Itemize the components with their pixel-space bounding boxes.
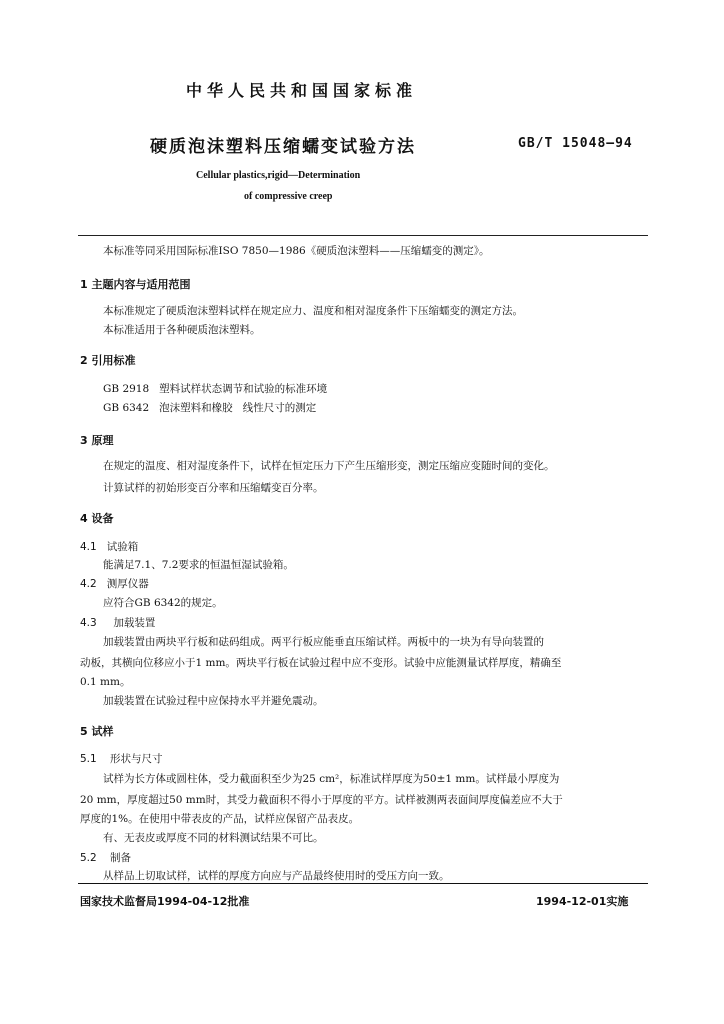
- subsection-5-1-line-3: 厚度的1%。在使用中带表皮的产品，试样应保留产品表皮。: [80, 813, 360, 825]
- subsection-4-3-heading: 4.3 加载装置: [80, 617, 156, 629]
- subsection-5-2-heading: 5.2 制备: [80, 852, 132, 864]
- subsection-4-2-text: 应符合GB 6342的规定。: [103, 597, 223, 609]
- subsection-4-3-line-4: 加载装置在试验过程中应保持水平并避免震动。: [103, 695, 324, 707]
- effective-date: 1994-12-01实施: [536, 895, 629, 908]
- subsection-5-2-text: 从样品上切取试样，试样的厚度方向应与产品最终使用时的受压方向一致。: [103, 870, 450, 882]
- section-4-heading: 4 设备: [80, 512, 114, 525]
- subsection-4-2-heading: 4.2 测厚仪器: [80, 578, 149, 590]
- standard-code: GB/T 15048—94: [518, 136, 633, 151]
- approval-date: 国家技术监督局1994-04-12批准: [80, 895, 250, 908]
- national-standard-heading: 中华人民共和国国家标准: [186, 81, 418, 100]
- section-3-paragraph-1: 在规定的温度、相对湿度条件下，试样在恒定压力下产生压缩形变，测定压缩应变随时间的变化。: [103, 460, 555, 472]
- subsection-4-1-heading: 4.1 试验箱: [80, 541, 139, 553]
- section-1-paragraph-2: 本标准适用于各种硬质泡沫塑料。: [103, 324, 261, 336]
- document-title-cn: 硬质泡沫塑料压缩蠕变试验方法: [150, 137, 416, 157]
- subsection-5-1-line-2: 20 mm，厚度超过50 mm时，其受力截面积不得小于厚度的平方。试样被测两表面间厚度偏差应不大于: [80, 794, 563, 806]
- section-3-heading: 3 原理: [80, 434, 114, 447]
- subsection-4-3-line-2: 动板，其横向位移应小于1 mm。两块平行板在试验过程中应不变形。试验中应能测量试样厚度，精确至: [80, 657, 562, 669]
- subsection-5-1-line-1: 试样为长方体或圆柱体，受力截面积至少为25 cm²，标准试样厚度为50±1 mm。试样最小厚度为: [103, 773, 560, 785]
- subsection-4-3-line-1: 加载装置由两块平行板和砝码组成。两平行板应能垂直压缩试样。两板中的一块为有导向装置的: [103, 636, 544, 648]
- intro-paragraph: 本标准等同采用国际标准ISO 7850—1986《硬质泡沫塑料——压缩蠕变的测定》。: [103, 245, 490, 257]
- subsection-4-3-line-3: 0.1 mm。: [80, 676, 131, 688]
- subsection-5-1-line-4: 有、无表皮或厚度不同的材料测试结果不可比。: [103, 832, 324, 844]
- reference-gb6342: GB 6342 泡沫塑料和橡胶 线性尺寸的测定: [103, 402, 317, 414]
- section-2-heading: 2 引用标准: [80, 354, 136, 367]
- reference-gb2918: GB 2918 塑料试样状态调节和试验的标准环境: [103, 383, 328, 395]
- footer-divider: [78, 883, 648, 884]
- subsection-4-1-text: 能满足7.1、7.2要求的恒温恒湿试验箱。: [103, 559, 294, 571]
- section-1-heading: 1 主题内容与适用范围: [80, 278, 191, 291]
- document-title-en-line2: of compressive creep: [244, 191, 333, 202]
- document-title-en-line1: Cellular plastics,rigid—Determination: [196, 170, 361, 181]
- section-1-paragraph-1: 本标准规定了硬质泡沫塑料试样在规定应力、温度和相对湿度条件下压缩蠕变的测定方法。: [103, 305, 523, 317]
- section-5-heading: 5 试样: [80, 725, 114, 738]
- header-divider: [78, 235, 648, 236]
- section-3-paragraph-2: 计算试样的初始形变百分率和压缩蠕变百分率。: [103, 482, 324, 494]
- subsection-5-1-heading: 5.1 形状与尺寸: [80, 753, 163, 765]
